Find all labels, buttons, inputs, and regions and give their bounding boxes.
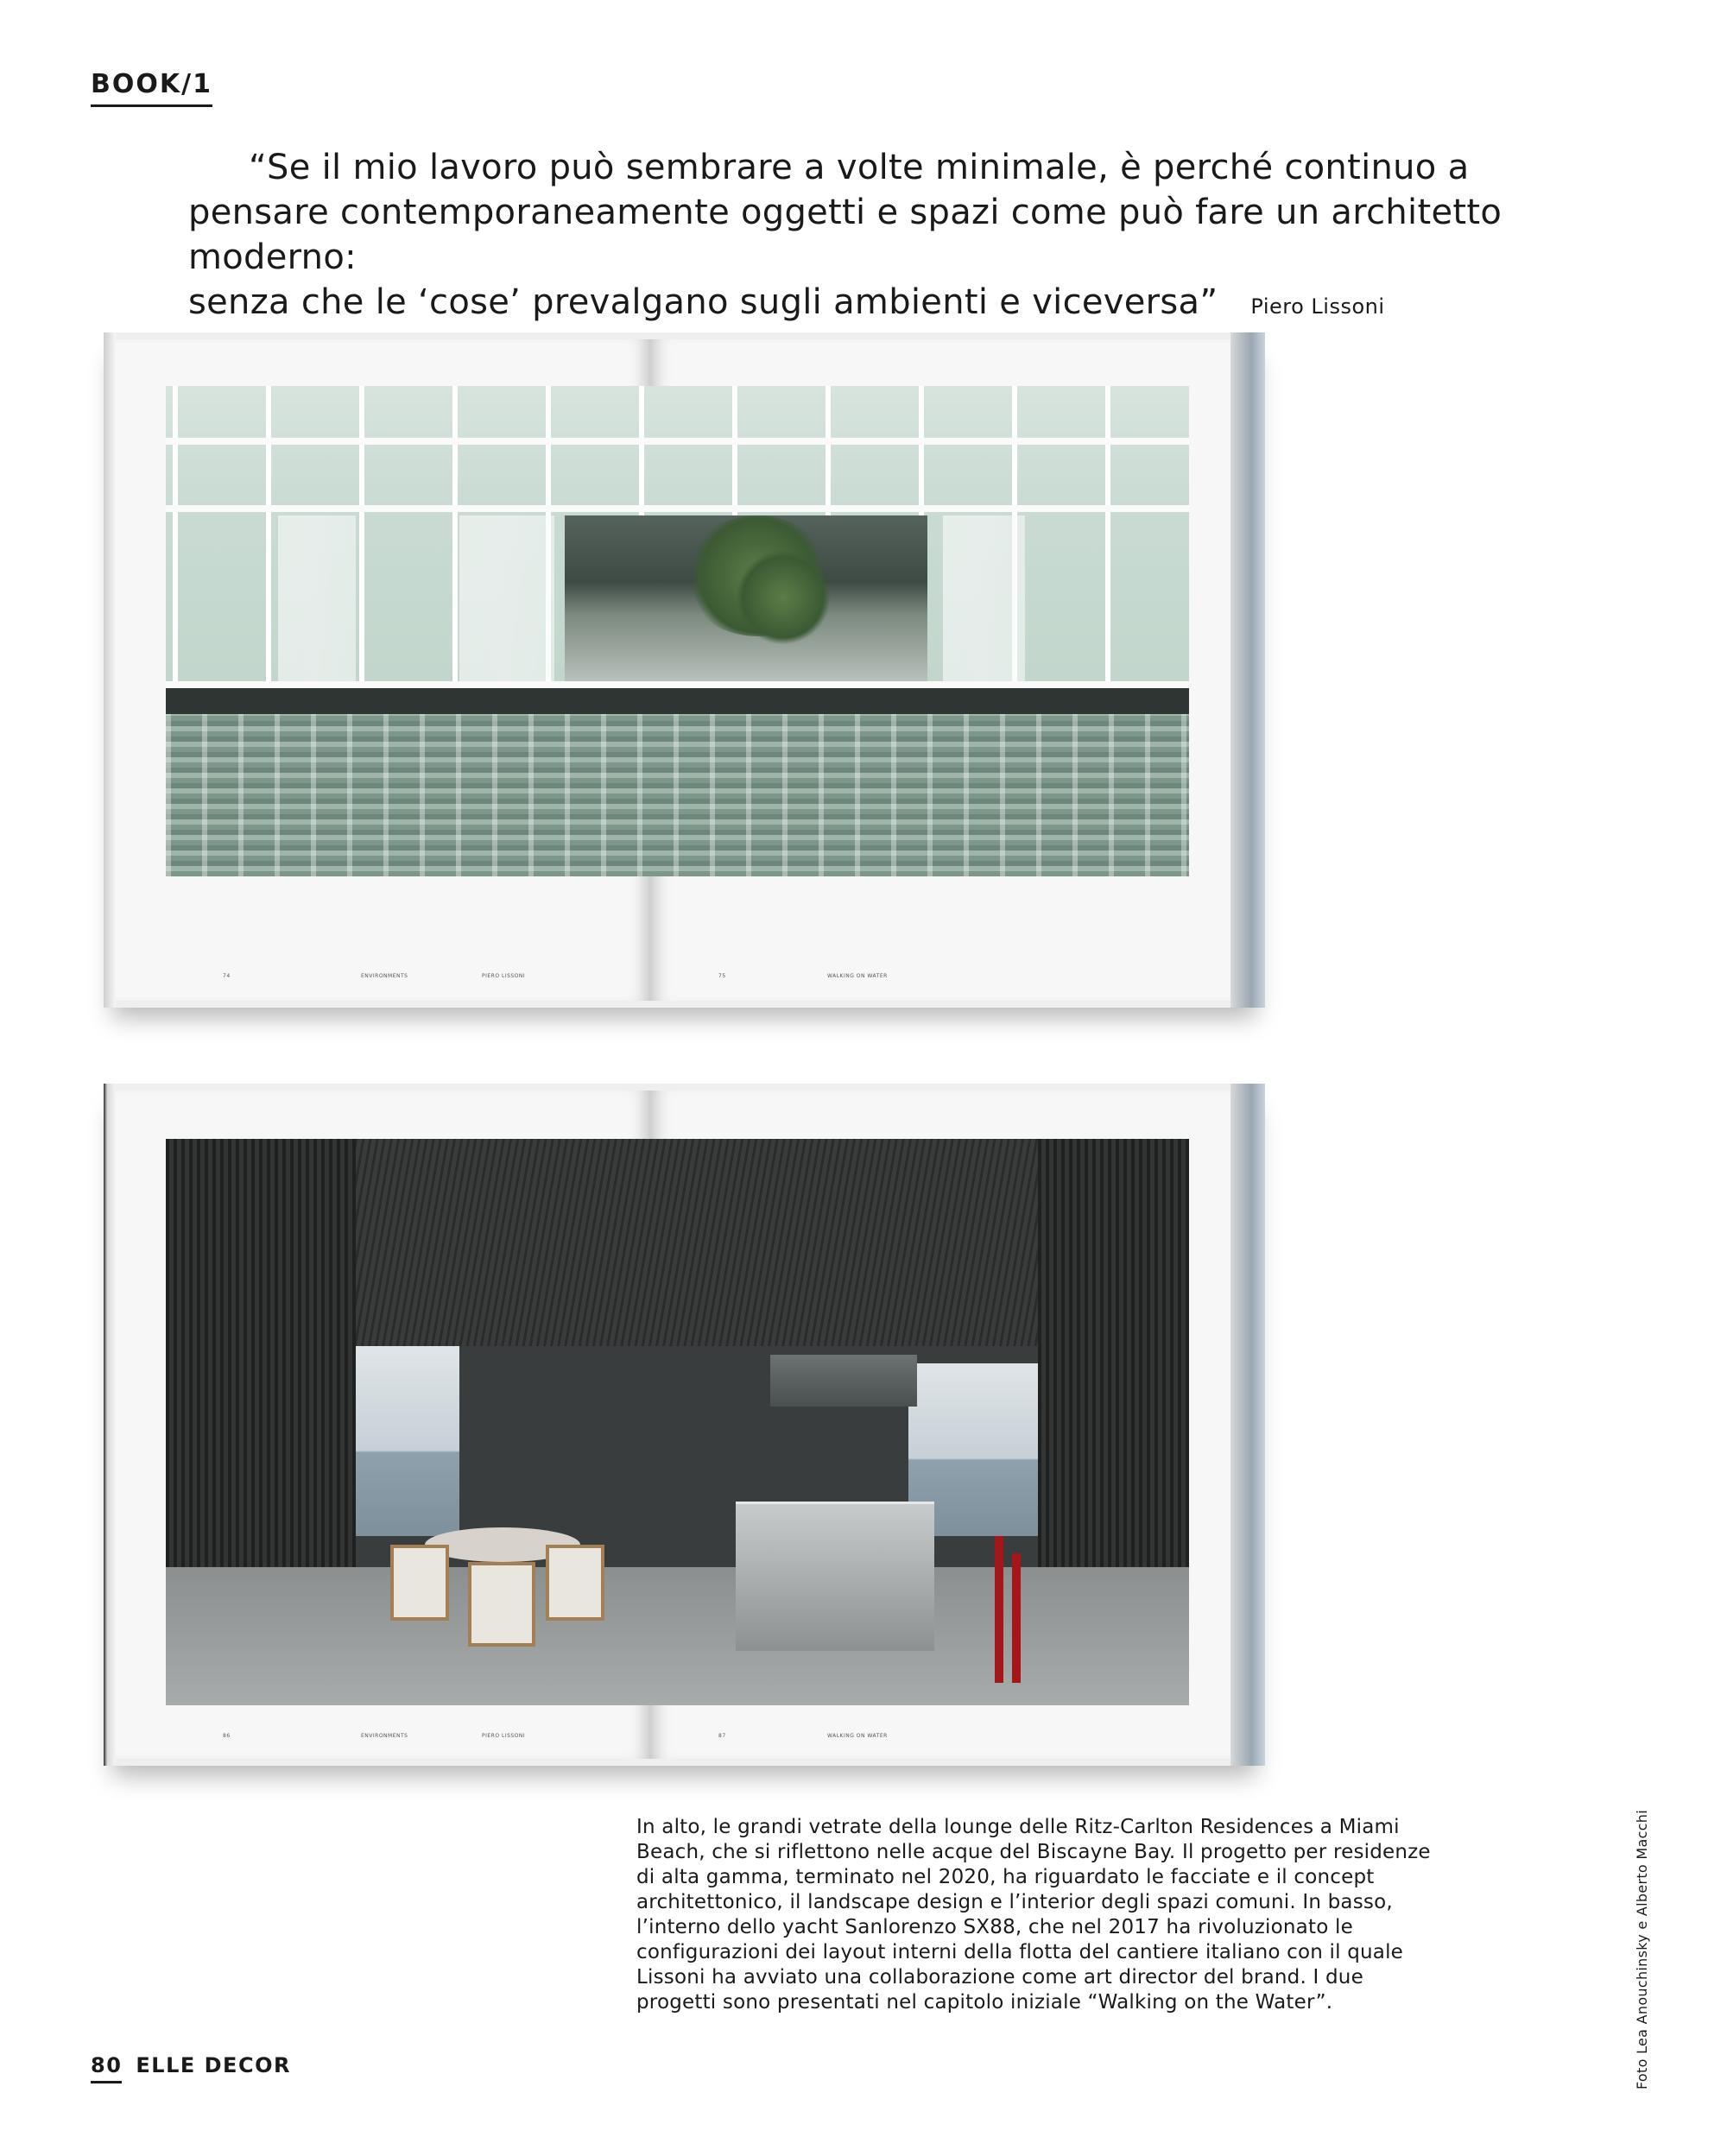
photo-facade [166,386,1189,688]
folio-right: 75 [718,973,726,979]
running-head-left-1: ENVIRONMENTS [361,973,408,979]
quote-line-3 [188,280,1656,329]
photo-credit: Foto Lea Anouchinsky e Alberto Macchi [1634,1810,1650,2090]
book-edge-left [104,1084,116,1766]
yacht-floor [166,1567,1189,1705]
magazine-name: ELLE DECOR [136,2053,291,2077]
quote-line-3-text: senza che le ‘cose’ prevalgano sugli ambienti e viceversa” [188,282,1218,322]
water-reflection [166,714,1189,876]
book-edge-left [104,332,116,1008]
folio-right: 87 [718,1733,726,1739]
photo-caption: In alto, le grandi vetrate della lounge delle Ritz-Carlton Residences a Miami Beach, che si riflettono nelle acque del Biscayne Bay. Il progetto per residenze di alta gamma, terminato nel 2020, ha riguardato le facciate e il concept architettonico, il landscape design e l’interior degli spazi comuni. In basso, l’interno dello yacht Sanlorenzo SX88, che nel 2017 ha rivoluzionato le configurazioni dei layout interni della flotta del cantiere italiano con il quale Lissoni ha avviato una collaborazione come art director del brand. I due progetti sono presentati nel capitolo iniziale “Walking on the Water”. [636,1816,1431,2014]
pull-quote [188,145,1656,329]
folio-left: 86 [223,1733,231,1739]
book-spread-facade [104,332,1265,1008]
water-ledge [166,688,1189,714]
facade-mullion [166,505,1189,512]
photo-water [166,688,1189,876]
running-head-right: WALKING ON WATER [827,1733,888,1739]
yacht-director-chair [546,1545,604,1621]
book-edge-right [1230,1084,1265,1766]
yacht-kitchen-counter [736,1502,934,1651]
photo-yacht-interior [166,1139,1189,1705]
quote-line-1: “Se il mio lavoro può sembrare a volte minimale, è perché continuo a [249,148,1470,187]
running-head-left-1: ENVIRONMENTS [361,1733,408,1739]
running-head-left-2: PIERO LISSONI [482,973,526,979]
quote-line-2: pensare contemporaneamente oggetti e spazi come può fare un architetto moderno: [188,193,1502,277]
facade-curtain [943,515,1025,681]
section-tag: BOOK/1 [91,69,212,107]
facade-curtain [278,515,356,681]
book-spread-yacht [104,1084,1265,1766]
facade-mullion [166,438,1189,445]
yacht-window [356,1346,459,1536]
yacht-director-chair [390,1545,449,1621]
facade-tree [736,550,831,645]
running-head-right: WALKING ON WATER [827,973,888,979]
yacht-red-pipe [1012,1553,1021,1683]
yacht-kitchen-hood [770,1355,917,1407]
running-head-left-2: PIERO LISSONI [482,1733,526,1739]
page-footer [91,2053,291,2077]
yacht-red-pipe [995,1536,1003,1683]
folio-left: 74 [223,973,231,979]
facade-curtain [459,515,554,681]
quote-author: Piero Lissoni [1250,294,1385,319]
facade-mullion [166,681,1189,688]
page-number: 80 [91,2053,122,2083]
yacht-director-chair [468,1562,535,1647]
book-edge-right [1230,332,1265,1008]
